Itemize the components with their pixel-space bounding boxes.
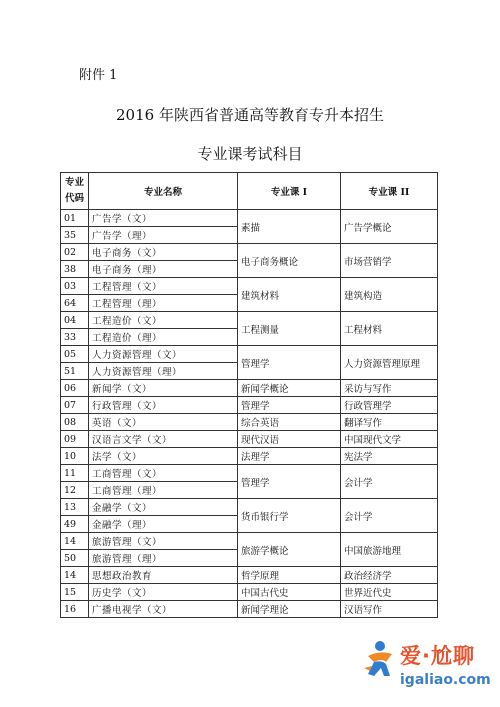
- major-name: 英语（文）: [89, 414, 238, 431]
- major-code: 38: [61, 261, 89, 278]
- major-name: 新闻学（文）: [89, 380, 238, 397]
- header-code: 专业 代码: [61, 173, 89, 210]
- major-code: 14: [61, 567, 89, 584]
- table-row: [61, 210, 438, 227]
- annex-label: 附件 1: [79, 68, 118, 83]
- major-name: 广告学（理）: [89, 227, 238, 244]
- major-code: 13: [61, 499, 89, 516]
- major-code: 16: [61, 601, 89, 618]
- table-row: [61, 499, 438, 516]
- major-name: 工程造价（理）: [89, 329, 238, 346]
- major-name: 工商管理（文）: [89, 465, 238, 482]
- mascot-logo-icon: [360, 638, 400, 682]
- major-name: 汉语言文学（文）: [89, 431, 238, 448]
- major-code: 14: [61, 533, 89, 550]
- major-code: 33: [61, 329, 89, 346]
- course-one: 现代汉语: [238, 431, 341, 448]
- major-name: 人力资源管理（文）: [89, 346, 238, 363]
- watermark: [360, 636, 490, 696]
- table-row: [61, 380, 438, 397]
- major-code: 15: [61, 584, 89, 601]
- major-name: 法学（文）: [89, 448, 238, 465]
- course-one: 管理学: [238, 465, 341, 499]
- course-one: 电子商务概论: [238, 244, 341, 278]
- course-two: 行政管理学: [341, 397, 438, 414]
- course-one: 管理学: [238, 397, 341, 414]
- major-name: 思想政治教育: [89, 567, 238, 584]
- course-one: 建筑材料: [238, 278, 341, 312]
- course-two: 中国现代文学: [341, 431, 438, 448]
- course-one: 中国古代史: [238, 584, 341, 601]
- major-name: 广播电视学（文）: [89, 601, 238, 618]
- table-row: [61, 244, 438, 261]
- course-two: 会计学: [341, 465, 438, 499]
- major-name: 工程管理（文）: [89, 278, 238, 295]
- major-code: 12: [61, 482, 89, 499]
- course-two: 采访与写作: [341, 380, 438, 397]
- table-row: [61, 567, 438, 584]
- table-row: [61, 414, 438, 431]
- major-code: 35: [61, 227, 89, 244]
- course-one: 综合英语: [238, 414, 341, 431]
- major-code: 04: [61, 312, 89, 329]
- course-two: 人力资源管理原理: [341, 346, 438, 380]
- course-one: 货币银行学: [238, 499, 341, 533]
- header-name: 专业名称: [89, 173, 238, 210]
- table-header-row: [61, 173, 438, 210]
- major-code: 11: [61, 465, 89, 482]
- major-code: 06: [61, 380, 89, 397]
- table-row: [61, 431, 438, 448]
- course-two: 宪法学: [341, 448, 438, 465]
- major-name: 旅游管理（理）: [89, 550, 238, 567]
- course-two: 中国旅游地理: [341, 533, 438, 567]
- course-two: 政治经济学: [341, 567, 438, 584]
- major-code: 03: [61, 278, 89, 295]
- major-code: 08: [61, 414, 89, 431]
- course-two: 广告学概论: [341, 210, 438, 244]
- major-code: 02: [61, 244, 89, 261]
- watermark-text: [400, 640, 491, 688]
- table-row: [61, 601, 438, 618]
- table-row: [61, 397, 438, 414]
- document-subtitle: 专业课考试科目: [197, 145, 303, 163]
- major-code: 10: [61, 448, 89, 465]
- table-row: [61, 533, 438, 550]
- subjects-table: [60, 172, 438, 618]
- course-two: 世界近代史: [341, 584, 438, 601]
- course-one: 管理学: [238, 346, 341, 380]
- watermark-brand: 爱·尬聊: [400, 644, 475, 668]
- major-code: 64: [61, 295, 89, 312]
- table-row: [61, 465, 438, 482]
- major-name: 旅游管理（文）: [89, 533, 238, 550]
- table-row: [61, 312, 438, 329]
- major-code: 50: [61, 550, 89, 567]
- course-one: 新闻学概论: [238, 380, 341, 397]
- major-name: 金融学（理）: [89, 516, 238, 533]
- course-two: 会计学: [341, 499, 438, 533]
- major-code: 01: [61, 210, 89, 227]
- table-row: [61, 448, 438, 465]
- document-title: 2016 年陕西省普通高等教育专升本招生: [116, 106, 384, 124]
- course-two: 市场营销学: [341, 244, 438, 278]
- course-one: 工程测量: [238, 312, 341, 346]
- header-course1: 专业课 I: [238, 173, 341, 210]
- course-two: 翻译写作: [341, 414, 438, 431]
- header-course2: 专业课 II: [341, 173, 438, 210]
- major-code: 09: [61, 431, 89, 448]
- course-two: 工程材料: [341, 312, 438, 346]
- course-one: 新闻学理论: [238, 601, 341, 618]
- major-name: 工程管理（理）: [89, 295, 238, 312]
- watermark-url: igaliao.com: [400, 672, 491, 688]
- table-body: [61, 210, 438, 618]
- course-one: 哲学原理: [238, 567, 341, 584]
- major-name: 历史学（文）: [89, 584, 238, 601]
- table-row: [61, 278, 438, 295]
- major-name: 金融学（文）: [89, 499, 238, 516]
- course-one: 法理学: [238, 448, 341, 465]
- major-code: 49: [61, 516, 89, 533]
- major-code: 07: [61, 397, 89, 414]
- course-two: 建筑构造: [341, 278, 438, 312]
- major-name: 人力资源管理（理）: [89, 363, 238, 380]
- major-name: 工程造价（文）: [89, 312, 238, 329]
- major-name: 广告学（文）: [89, 210, 238, 227]
- major-code: 51: [61, 363, 89, 380]
- course-two: 汉语写作: [341, 601, 438, 618]
- major-name: 工商管理（理）: [89, 482, 238, 499]
- table-row: [61, 346, 438, 363]
- course-one: 素描: [238, 210, 341, 244]
- major-name: 行政管理（文）: [89, 397, 238, 414]
- course-one: 旅游学概论: [238, 533, 341, 567]
- major-name: 电子商务（理）: [89, 261, 238, 278]
- major-code: 05: [61, 346, 89, 363]
- major-name: 电子商务（文）: [89, 244, 238, 261]
- table-row: [61, 584, 438, 601]
